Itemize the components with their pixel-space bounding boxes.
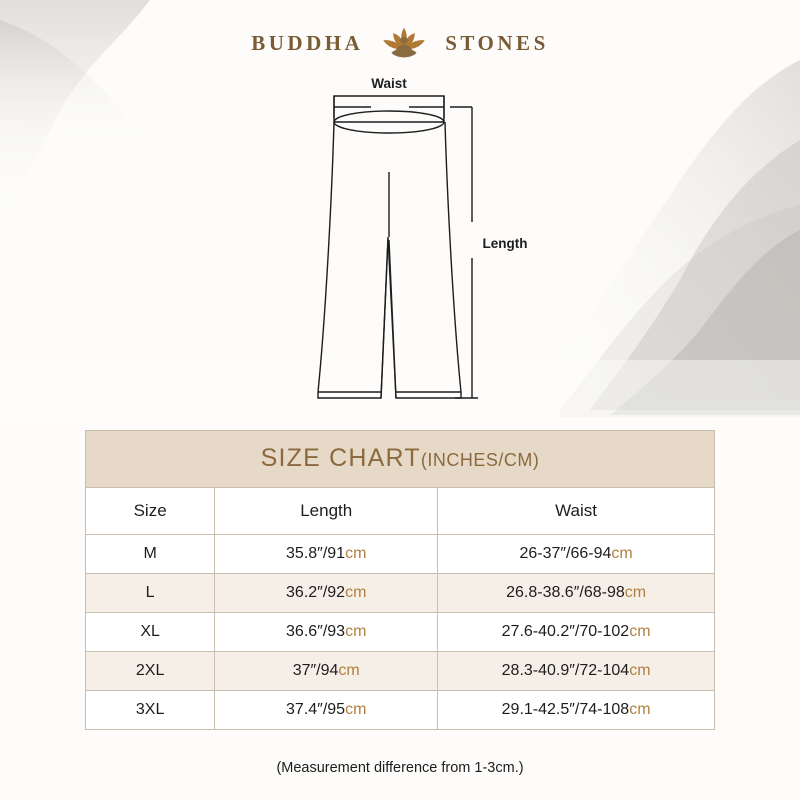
- cell-size: L: [86, 574, 215, 613]
- size-table: [86, 487, 714, 729]
- length-label: Length: [482, 236, 528, 251]
- table-header-row: [86, 488, 714, 535]
- cell-length-value: 36.2″/92: [286, 584, 346, 601]
- cell-waist-value: 26-37″/66-94: [519, 545, 612, 562]
- cell-waist-unit: cm: [611, 545, 633, 562]
- table-row: [86, 535, 714, 574]
- cell-length-unit: cm: [345, 584, 367, 601]
- cell-waist-value: 27.6-40.2″/70-102: [501, 623, 630, 640]
- cell-waist-unit: cm: [629, 662, 651, 679]
- cell-waist-unit: cm: [629, 623, 651, 640]
- size-chart-title: [86, 431, 714, 487]
- cell-length-unit: cm: [345, 623, 367, 640]
- cell-waist-value: 28.3-40.9″/72-104: [501, 662, 630, 679]
- measurement-footnote: (Measurement difference from 1-3cm.): [276, 760, 524, 776]
- cell-waist: [438, 535, 714, 574]
- cell-waist-unit: cm: [624, 584, 647, 601]
- cell-length: [215, 691, 438, 730]
- cell-waist: [438, 574, 714, 613]
- table-row: [86, 652, 714, 691]
- cell-length-value: 37.4″/95: [286, 701, 346, 718]
- cell-length-value: 37″/94: [292, 662, 339, 679]
- table-row: [86, 574, 714, 613]
- cell-length: [215, 652, 438, 691]
- size-chart-title-main: SIZE CHART: [260, 444, 421, 472]
- brand-header: [0, 22, 800, 64]
- cell-waist-value: 26.8-38.6″/68-98: [506, 584, 625, 601]
- cell-size: 2XL: [86, 652, 215, 691]
- cell-length-value: 35.8″/91: [286, 545, 346, 562]
- column-header-length: Length: [215, 488, 438, 535]
- cell-length: [215, 535, 438, 574]
- cell-size: 3XL: [86, 691, 215, 730]
- cell-waist: [438, 613, 714, 652]
- cell-size: M: [86, 535, 215, 574]
- waist-label: Waist: [371, 76, 407, 91]
- size-chart-title-sub: (INCHES/CM): [420, 450, 540, 470]
- cell-length-unit: cm: [345, 701, 367, 718]
- cell-length: [215, 574, 438, 613]
- size-chart-table-container: [85, 430, 715, 730]
- lotus-meditation-icon: [377, 22, 431, 64]
- cell-length: [215, 613, 438, 652]
- cell-length-unit: cm: [345, 545, 367, 562]
- brand-name-right: STONES: [445, 30, 549, 55]
- table-row: [86, 691, 714, 730]
- cell-length-unit: cm: [338, 662, 360, 679]
- cell-waist: [438, 691, 714, 730]
- table-row: [86, 613, 714, 652]
- cell-waist-unit: cm: [629, 701, 651, 718]
- wide-leg-pants-icon: [0, 62, 800, 422]
- column-header-waist: Waist: [438, 488, 714, 535]
- cell-length-value: 36.6″/93: [286, 623, 346, 640]
- cell-waist: [438, 652, 714, 691]
- cell-size: XL: [86, 613, 215, 652]
- cell-waist-value: 29.1-42.5″/74-108: [501, 701, 630, 718]
- brand-name-left: BUDDHA: [251, 30, 364, 55]
- column-header-size: Size: [86, 488, 215, 535]
